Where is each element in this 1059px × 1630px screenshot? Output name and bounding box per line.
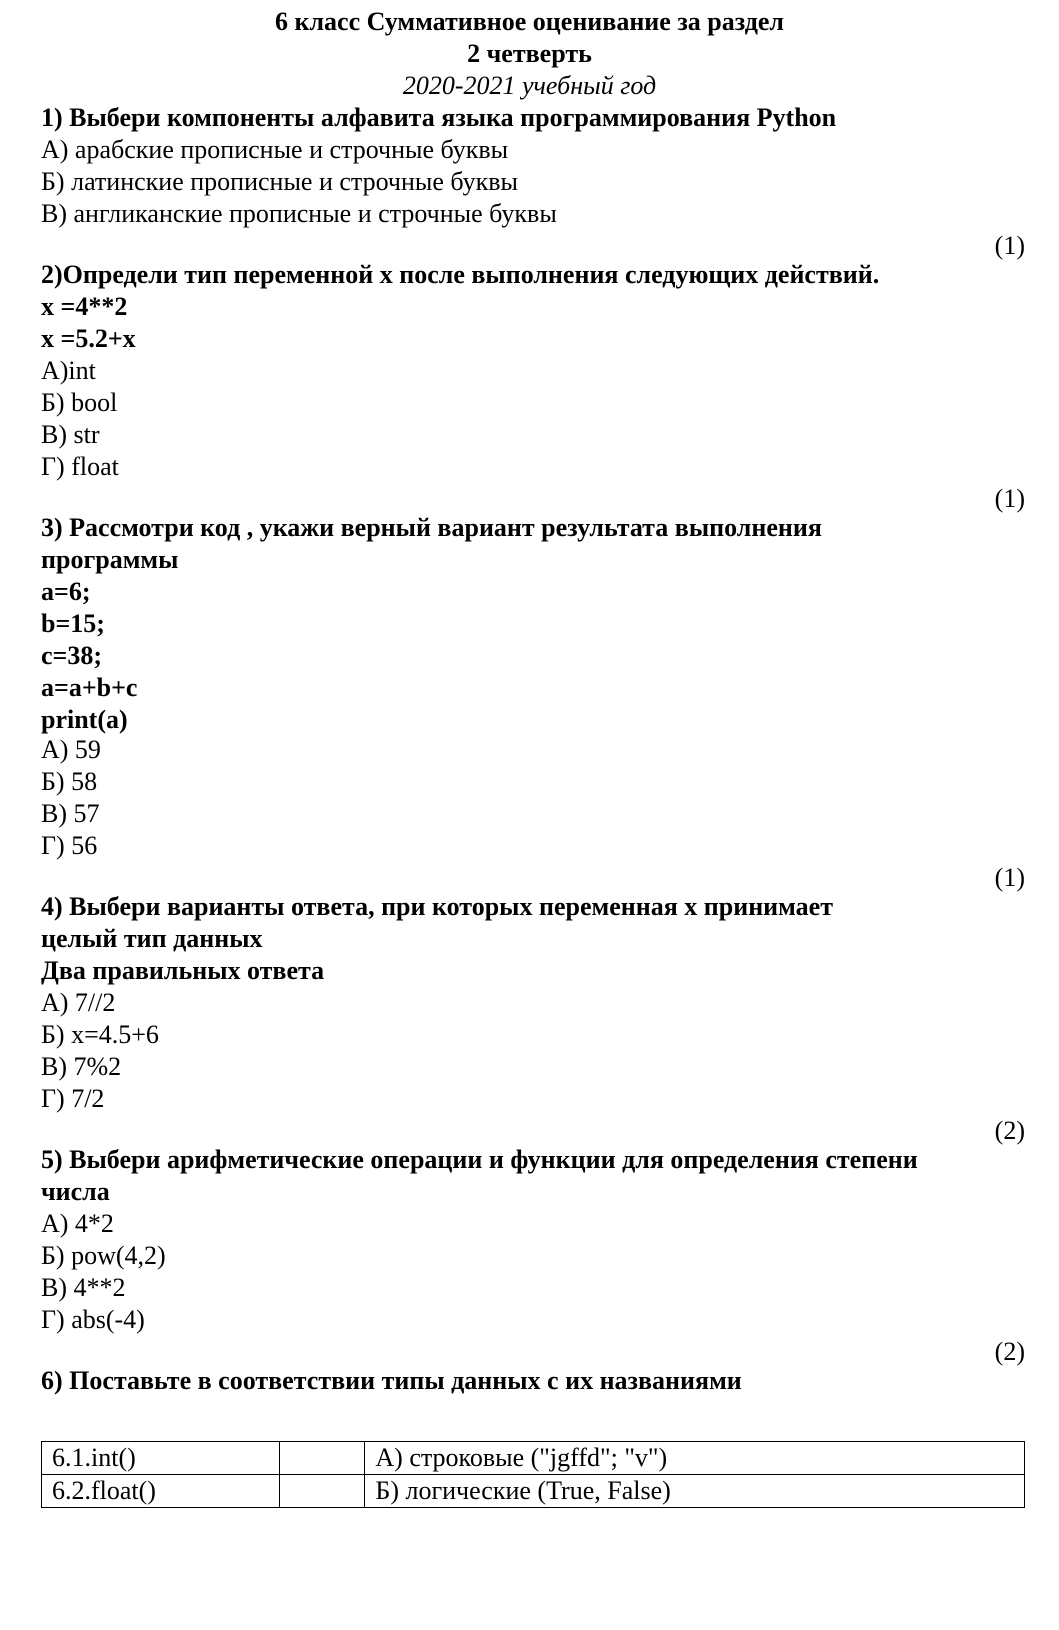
q3-code-line-4: a=a+b+c	[41, 673, 138, 702]
q2-option-a: А)int	[41, 356, 96, 385]
q5-option-a: А) 4*2	[41, 1209, 114, 1238]
table-row	[42, 1442, 1025, 1475]
question-2: 2)Определи тип переменной х после выполнения следующих действий.	[41, 260, 880, 289]
q3-score: (1)	[994, 863, 1025, 892]
q3-code-line-2: b=15;	[41, 609, 105, 638]
question-5-line-1: 5) Выбери арифметические операции и функции для определения степени	[41, 1145, 918, 1174]
q3-code-line-1: a=6;	[41, 577, 91, 606]
q3-option-d: Г) 56	[41, 831, 98, 860]
q2-option-b: Б) bool	[41, 388, 118, 417]
question-3-line-2: программы	[41, 545, 179, 574]
question-4-line-1: 4) Выбери варианты ответа, при которых переменная х принимает	[41, 892, 833, 921]
q3-option-a: А) 59	[41, 735, 101, 764]
q4-option-a: А) 7//2	[41, 988, 116, 1017]
q3-code-line-5: print(a)	[41, 705, 128, 734]
table-row	[42, 1475, 1025, 1508]
q3-option-b: Б) 58	[41, 767, 98, 796]
name-cell: А) строковые ("jgffd"; "v")	[365, 1442, 1025, 1475]
q4-option-d: Г) 7/2	[41, 1084, 105, 1113]
question-3-line-1: 3) Рассмотри код , укажи верный вариант результата выполнения	[41, 513, 822, 542]
q3-code-line-3: c=38;	[41, 641, 103, 670]
answer-cell	[280, 1442, 365, 1475]
q1-score: (1)	[994, 231, 1025, 260]
matching-table	[41, 1441, 1025, 1508]
worksheet-quarter: 2 четверть	[467, 39, 592, 68]
type-cell: 6.2.float()	[42, 1475, 280, 1508]
q5-score: (2)	[994, 1337, 1025, 1366]
q5-option-b: Б) pow(4,2)	[41, 1241, 166, 1270]
q5-option-d: Г) abs(-4)	[41, 1305, 145, 1334]
question-6: 6) Поставьте в соответствии типы данных с их названиями	[41, 1366, 742, 1395]
q2-score: (1)	[994, 484, 1025, 513]
q2-option-c: В) str	[41, 420, 100, 449]
question-5-line-2: числа	[41, 1177, 110, 1206]
question-4-line-2: целый тип данных	[41, 924, 263, 953]
q1-option-a: А) арабские прописные и строчные буквы	[41, 135, 509, 164]
type-cell: 6.1.int()	[42, 1442, 280, 1475]
q2-code-line-1: x =4**2	[41, 292, 128, 321]
q2-code-line-2: x =5.2+x	[41, 324, 136, 353]
q2-option-d: Г) float	[41, 452, 119, 481]
q5-option-c: В) 4**2	[41, 1273, 126, 1302]
answer-cell	[280, 1475, 365, 1508]
question-1: 1) Выбери компоненты алфавита языка программирования Python	[41, 103, 837, 132]
q1-option-c: В) англиканские прописные и строчные буквы	[41, 199, 557, 228]
q4-option-b: Б) x=4.5+6	[41, 1020, 159, 1049]
q4-note: Два правильных ответа	[41, 956, 325, 985]
name-cell: Б) логические (True, False)	[365, 1475, 1025, 1508]
worksheet-title: 6 класс Суммативное оценивание за раздел	[274, 7, 784, 36]
worksheet-year: 2020-2021 учебный год	[402, 71, 657, 100]
q1-option-b: Б) латинские прописные и строчные буквы	[41, 167, 519, 196]
q4-option-c: В) 7%2	[41, 1052, 122, 1081]
q4-score: (2)	[994, 1116, 1025, 1145]
q3-option-c: В) 57	[41, 799, 100, 828]
